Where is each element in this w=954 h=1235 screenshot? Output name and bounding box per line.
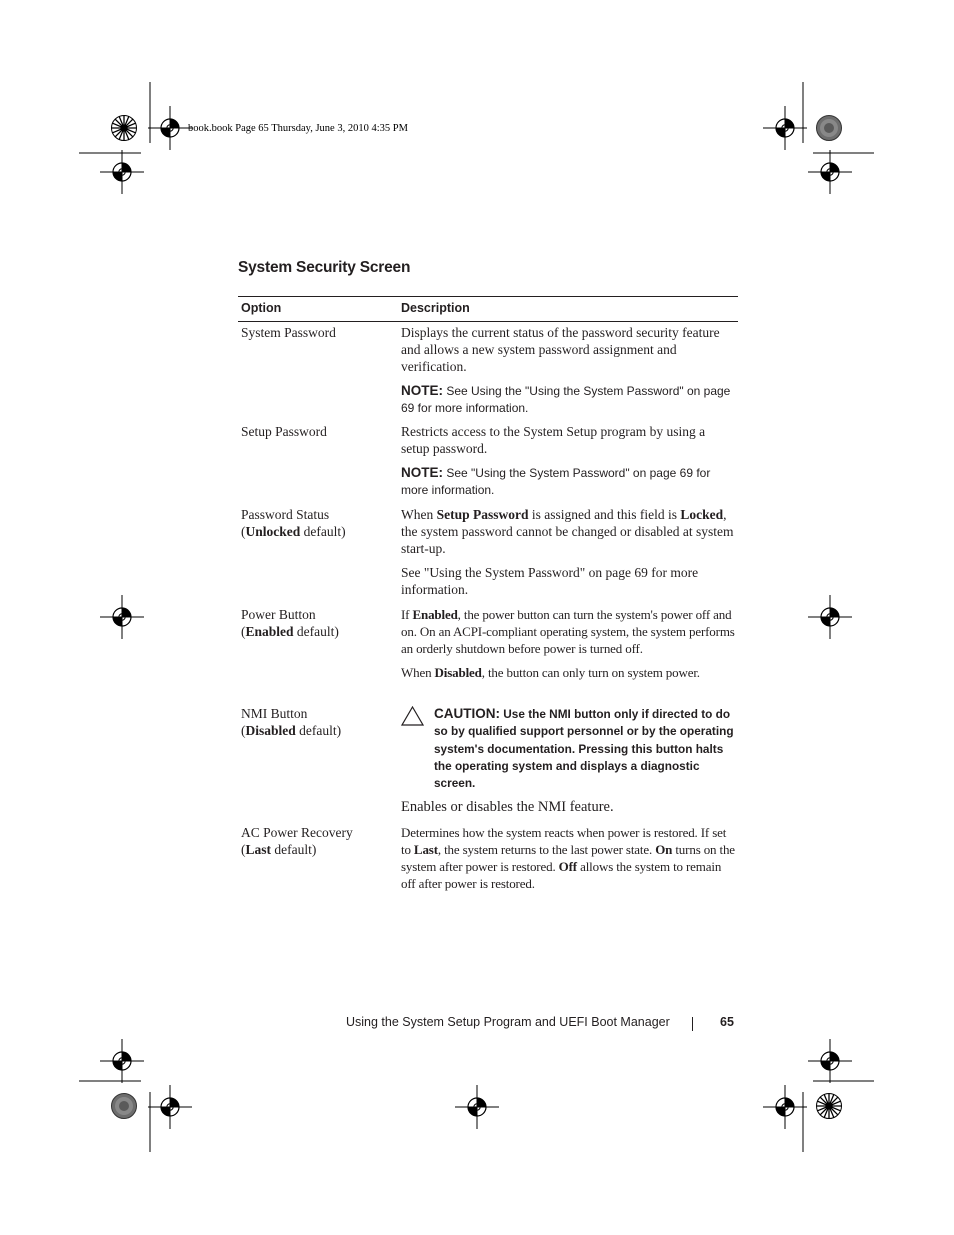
caution-notice [401, 705, 736, 792]
option-description [401, 324, 736, 417]
section-title: System Security Screen [238, 259, 411, 276]
note-label: NOTE: [401, 465, 443, 480]
option-name: System Password [241, 325, 336, 340]
footer-chapter-title: Using the System Setup Program and UEFI Boot Manager [346, 1015, 670, 1029]
page-number: 65 [720, 1015, 734, 1029]
option-name: NMI Button (Disabled default) [241, 706, 342, 738]
option-description [401, 506, 736, 598]
option-description [401, 705, 736, 816]
description-text: Enables or disables the NMI feature. [401, 799, 614, 816]
option-name: Password Status (Unlocked default) [241, 507, 346, 539]
note-text: See Using the "Using the System Password" on page 69 for more information. [401, 384, 731, 415]
caution-text: Use the NMI button only if directed to do so by qualified support personnel or by the operating system's documentation. Pressing this button halts the operating system and displays a diagnostic screen. [434, 707, 734, 791]
description-disabled: When Disabled, the button can only turn on system power. [401, 665, 700, 680]
caution-triangle-icon [401, 706, 424, 726]
column-header-description: Description [401, 301, 470, 315]
option-name: Setup Password [241, 424, 327, 439]
description-text: Restricts access to the System Setup program by using a setup password. [401, 424, 706, 456]
option-description [401, 606, 736, 681]
description-text: If Enabled, the power button can turn the system's power off and on. On an ACPI-compliant operating system, the system performs an orderly shutdown before power is turned off. [401, 607, 735, 656]
option-name: Power Button (Enabled default) [241, 607, 339, 639]
note [401, 464, 736, 499]
note-text: See "Using the System Password" on page 69 for more information. [401, 466, 711, 497]
settings-table [238, 296, 738, 891]
option-description [401, 824, 736, 892]
note-label: NOTE: [401, 383, 443, 398]
print-slug: book.book Page 65 Thursday, June 3, 2010 4:35 PM [188, 123, 408, 134]
note [401, 382, 736, 417]
caution-label: CAUTION: [434, 706, 500, 721]
column-header-option: Option [241, 301, 282, 315]
option-name: AC Power Recovery (Last default) [241, 825, 353, 857]
description-text: Determines how the system reacts when power is restored. If set to Last, the system returns to the last power state. On turns on the system after power is restored. Off allows the system to remain off after power is restored. [401, 825, 735, 891]
table-header [238, 296, 738, 322]
option-description [401, 423, 736, 499]
description-see-also: See "Using the System Password" on page 69 for more information. [401, 565, 699, 597]
description-text: Displays the current status of the password security feature and allows a new system password assignment and verification. [401, 325, 720, 374]
footer-separator [692, 1017, 693, 1031]
description-text: When Setup Password is assigned and this field is Locked, the system password cannot be changed or disabled at system start-up. [401, 507, 734, 556]
